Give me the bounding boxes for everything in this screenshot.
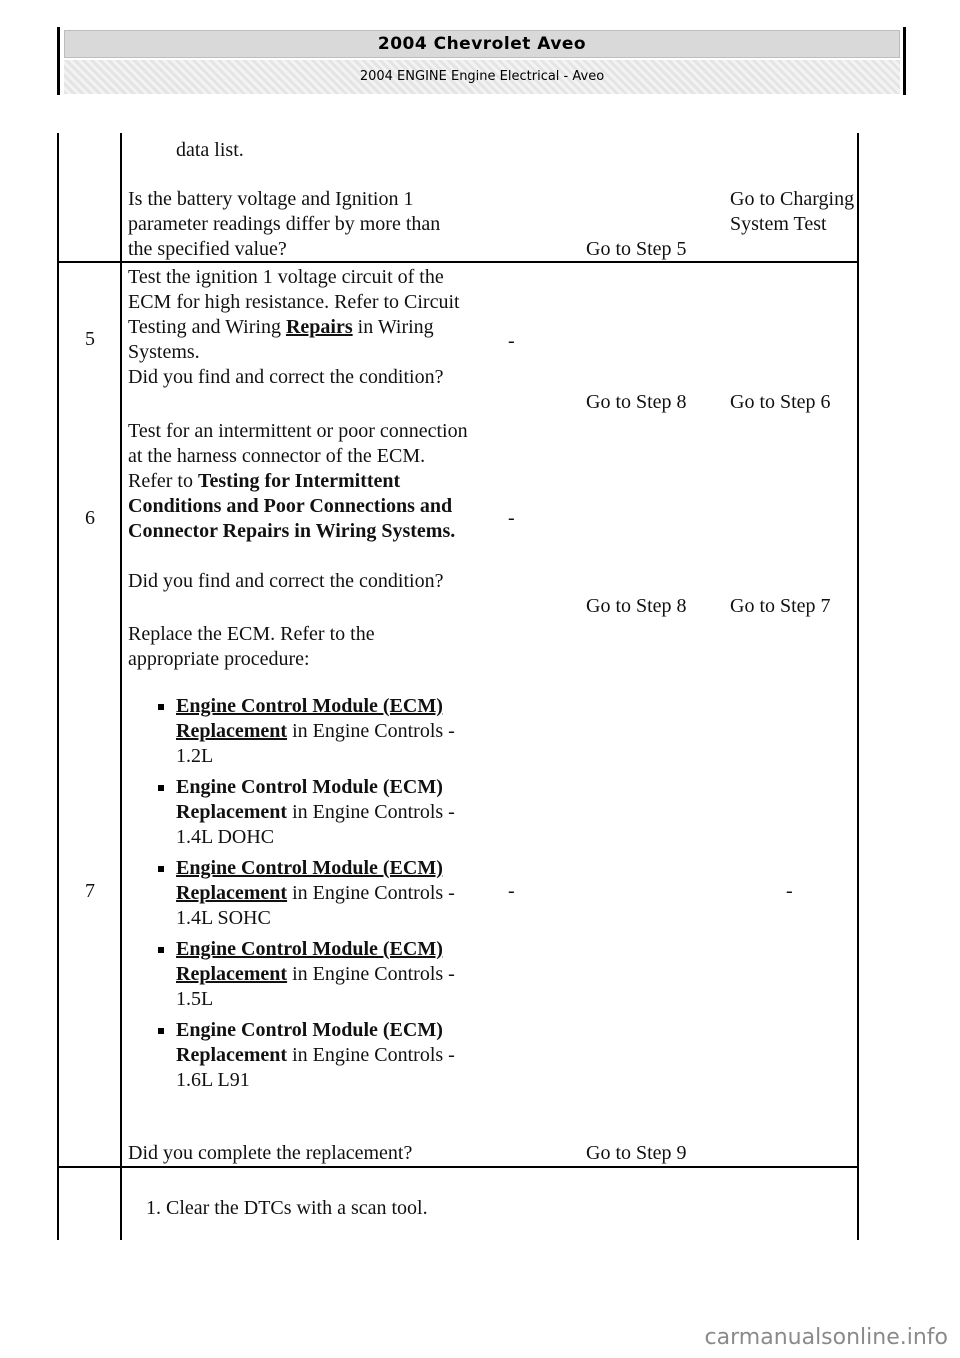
yes-result[interactable]: Go to Step 5: [586, 238, 687, 260]
step-action-text-end: in Wiring Systems.: [128, 316, 434, 363]
testing-link[interactable]: Testing for Intermittent Conditions and Poor Connections and Connector Repairs in Wiring Systems.: [128, 470, 456, 542]
repairs-link[interactable]: Repairs: [285, 316, 353, 338]
no-result[interactable]: Go to Step 7: [730, 595, 831, 617]
step-number: 6: [85, 507, 95, 529]
list-item-text: in Engine Controls - 1.5L: [176, 963, 455, 1010]
step-action-question: Is the battery voltage and Ignition 1 parameter readings differ by more than the specified value?: [128, 188, 441, 260]
list-item: [128, 856, 468, 931]
value-dash: -: [508, 330, 515, 352]
no-result[interactable]: Go to Charging System Test: [730, 188, 855, 235]
list-item: [128, 1018, 468, 1093]
list-item-text: in Engine Controls - 1.4L DOHC: [176, 801, 455, 848]
ecm-replacement-link[interactable]: Engine Control Module (ECM) Replacement: [176, 695, 443, 742]
ecm-replacement-link[interactable]: Engine Control Module (ECM) Replacement: [176, 776, 443, 823]
step-action-list: 1. Clear the DTCs with a scan tool.: [146, 1197, 428, 1219]
page-subtitle: 2004 ENGINE Engine Electrical - Aveo: [64, 60, 900, 94]
procedure-bullets: [128, 694, 468, 1093]
yes-result[interactable]: Go to Step 9: [586, 1142, 687, 1164]
ecm-replacement-link[interactable]: Engine Control Module (ECM) Replacement: [176, 1019, 443, 1066]
no-result-dash: -: [786, 880, 793, 902]
list-item: [128, 937, 468, 1012]
step-question: Did you complete the replacement?: [128, 1142, 413, 1164]
yes-result[interactable]: Go to Step 8: [586, 595, 687, 617]
row-divider: [57, 1166, 859, 1168]
ecm-replacement-link[interactable]: Engine Control Module (ECM) Replacement: [176, 857, 443, 904]
list-item-text: in Engine Controls - 1.6L L91: [176, 1044, 455, 1091]
value-dash: -: [508, 880, 515, 902]
table-right-border: [857, 133, 859, 1240]
step-action: [128, 265, 468, 365]
procedure-list: [128, 694, 468, 1099]
list-item-text: in Engine Controls - 1.2L: [176, 720, 455, 767]
no-result[interactable]: Go to Step 6: [730, 391, 831, 413]
list-item: [128, 775, 468, 850]
ecm-replacement-link[interactable]: Engine Control Module (ECM) Replacement: [176, 938, 443, 985]
step-number: 7: [85, 880, 95, 902]
step-action: [128, 419, 468, 544]
list-item-text: in Engine Controls - 1.4L SOHC: [176, 882, 455, 929]
table-step-divider: [120, 133, 122, 1240]
step-number: 5: [85, 328, 95, 350]
yes-result[interactable]: Go to Step 8: [586, 391, 687, 413]
step-action-text: Test the ignition 1 voltage circuit of the ECM for high resistance. Refer to Circuit Testing and Wiring: [128, 266, 460, 338]
list-item: [128, 694, 468, 769]
value-dash: -: [508, 507, 515, 529]
step-action-continued: data list.: [176, 139, 244, 161]
table-left-border: [57, 133, 59, 1240]
page-title: 2004 Chevrolet Aveo: [64, 30, 900, 58]
watermark: carmanualsonline.info: [704, 1325, 948, 1350]
step-question: Did you find and correct the condition?: [128, 570, 444, 592]
step-question: Did you find and correct the condition?: [128, 366, 444, 388]
step-action: Replace the ECM. Refer to the appropriate procedure:: [128, 623, 375, 670]
step-action-text: Test for an intermittent or poor connection at the harness connector of the ECM. Refer to: [128, 420, 468, 492]
